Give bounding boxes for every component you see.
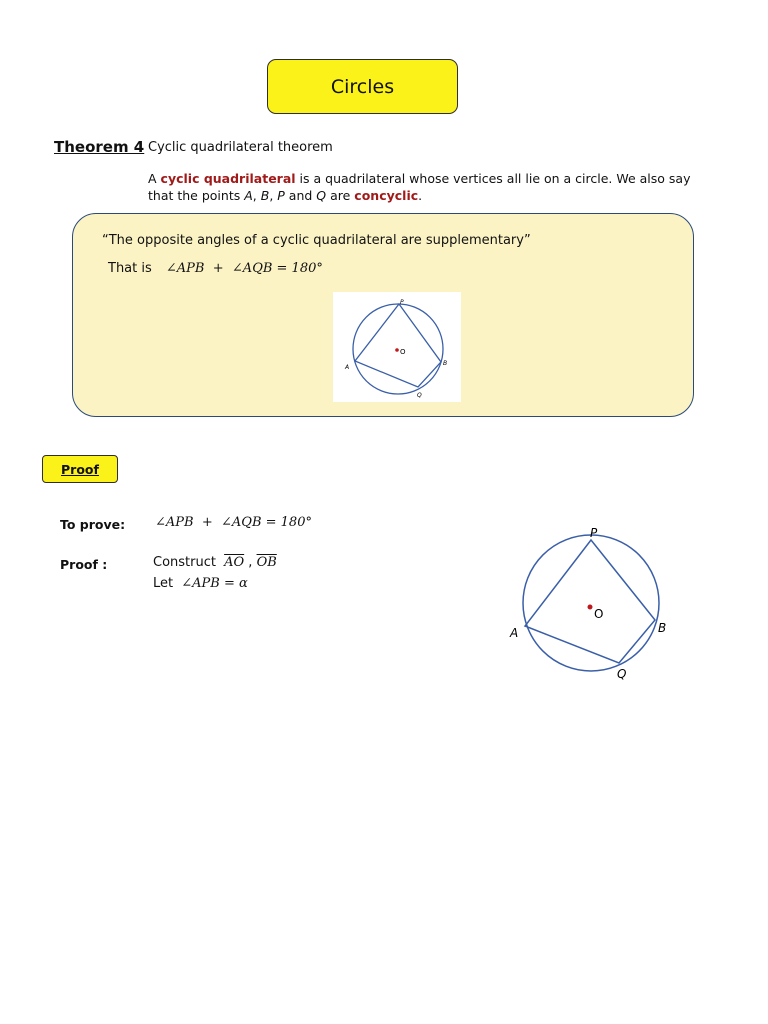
center-dot-large — [588, 605, 593, 610]
quadrilateral-apbq-large — [525, 540, 655, 663]
def-mid: is a quadrilateral whose vertices all lie on a circle. We also say that the points — [148, 171, 691, 203]
construct-line — [153, 555, 277, 570]
theorem-quote: “The opposite angles of a cyclic quadrilateral are supplementary” — [102, 233, 531, 248]
let-word: Let — [153, 576, 174, 591]
term-cyclic-quadrilateral: cyclic quadrilateral — [160, 171, 296, 186]
page-title-box — [267, 59, 458, 114]
theorem-name: Cyclic quadrilateral theorem — [148, 140, 333, 155]
to-prove-equation: ∠APB + ∠AQB = 180° — [155, 515, 312, 530]
proof-heading: Proof — [61, 461, 99, 477]
page-title: Circles — [330, 75, 395, 98]
point-b: B — [260, 188, 270, 203]
that-is-label: That is — [108, 261, 152, 276]
point-q: Q — [316, 188, 327, 203]
def-pre: A — [148, 171, 161, 186]
to-prove-label: To prove: — [60, 517, 126, 532]
sep-1: , — [252, 188, 261, 203]
word-and: and — [284, 188, 317, 203]
cyclic-quad-figure-small — [333, 292, 461, 402]
label-b: B — [443, 360, 448, 367]
that-is-line — [108, 261, 323, 276]
label-a: A — [345, 364, 350, 371]
proof-heading-box — [42, 455, 118, 483]
let-line — [153, 576, 248, 591]
label-o-large: O — [594, 607, 604, 621]
segment-ob: $\overline{OB}$ — [256, 555, 277, 570]
label-p-large: P — [590, 526, 598, 540]
quadrilateral-apbq — [355, 304, 441, 387]
cyclic-quad-figure-large — [505, 520, 690, 690]
label-o: O — [400, 348, 406, 356]
theorem-label: Theorem 4 — [54, 138, 145, 156]
segment-ao: $\overline{AO}$ — [224, 555, 245, 570]
cyclic-quad-diagram-large — [505, 520, 690, 690]
point-a: A — [244, 188, 253, 203]
def-end: . — [418, 188, 423, 203]
construct-word: Construct — [153, 555, 216, 570]
term-concyclic: concyclic — [354, 188, 419, 203]
label-q: Q — [417, 392, 422, 399]
proof-label: Proof : — [60, 557, 108, 572]
point-p: P — [277, 188, 285, 203]
cyclic-quad-diagram-small — [333, 292, 461, 402]
definition-paragraph — [148, 170, 708, 204]
label-a-large: A — [510, 626, 519, 640]
label-q-large: Q — [617, 667, 627, 681]
segment-sep: , — [244, 555, 257, 570]
label-b-large: B — [658, 621, 667, 635]
word-are: are — [326, 188, 355, 203]
label-p: P — [400, 299, 404, 306]
statement-equation: ∠APB + ∠AQB = 180° — [165, 261, 323, 276]
sep-2: , — [269, 188, 278, 203]
center-dot — [395, 348, 399, 352]
let-equation: ∠APB = α — [181, 576, 248, 591]
